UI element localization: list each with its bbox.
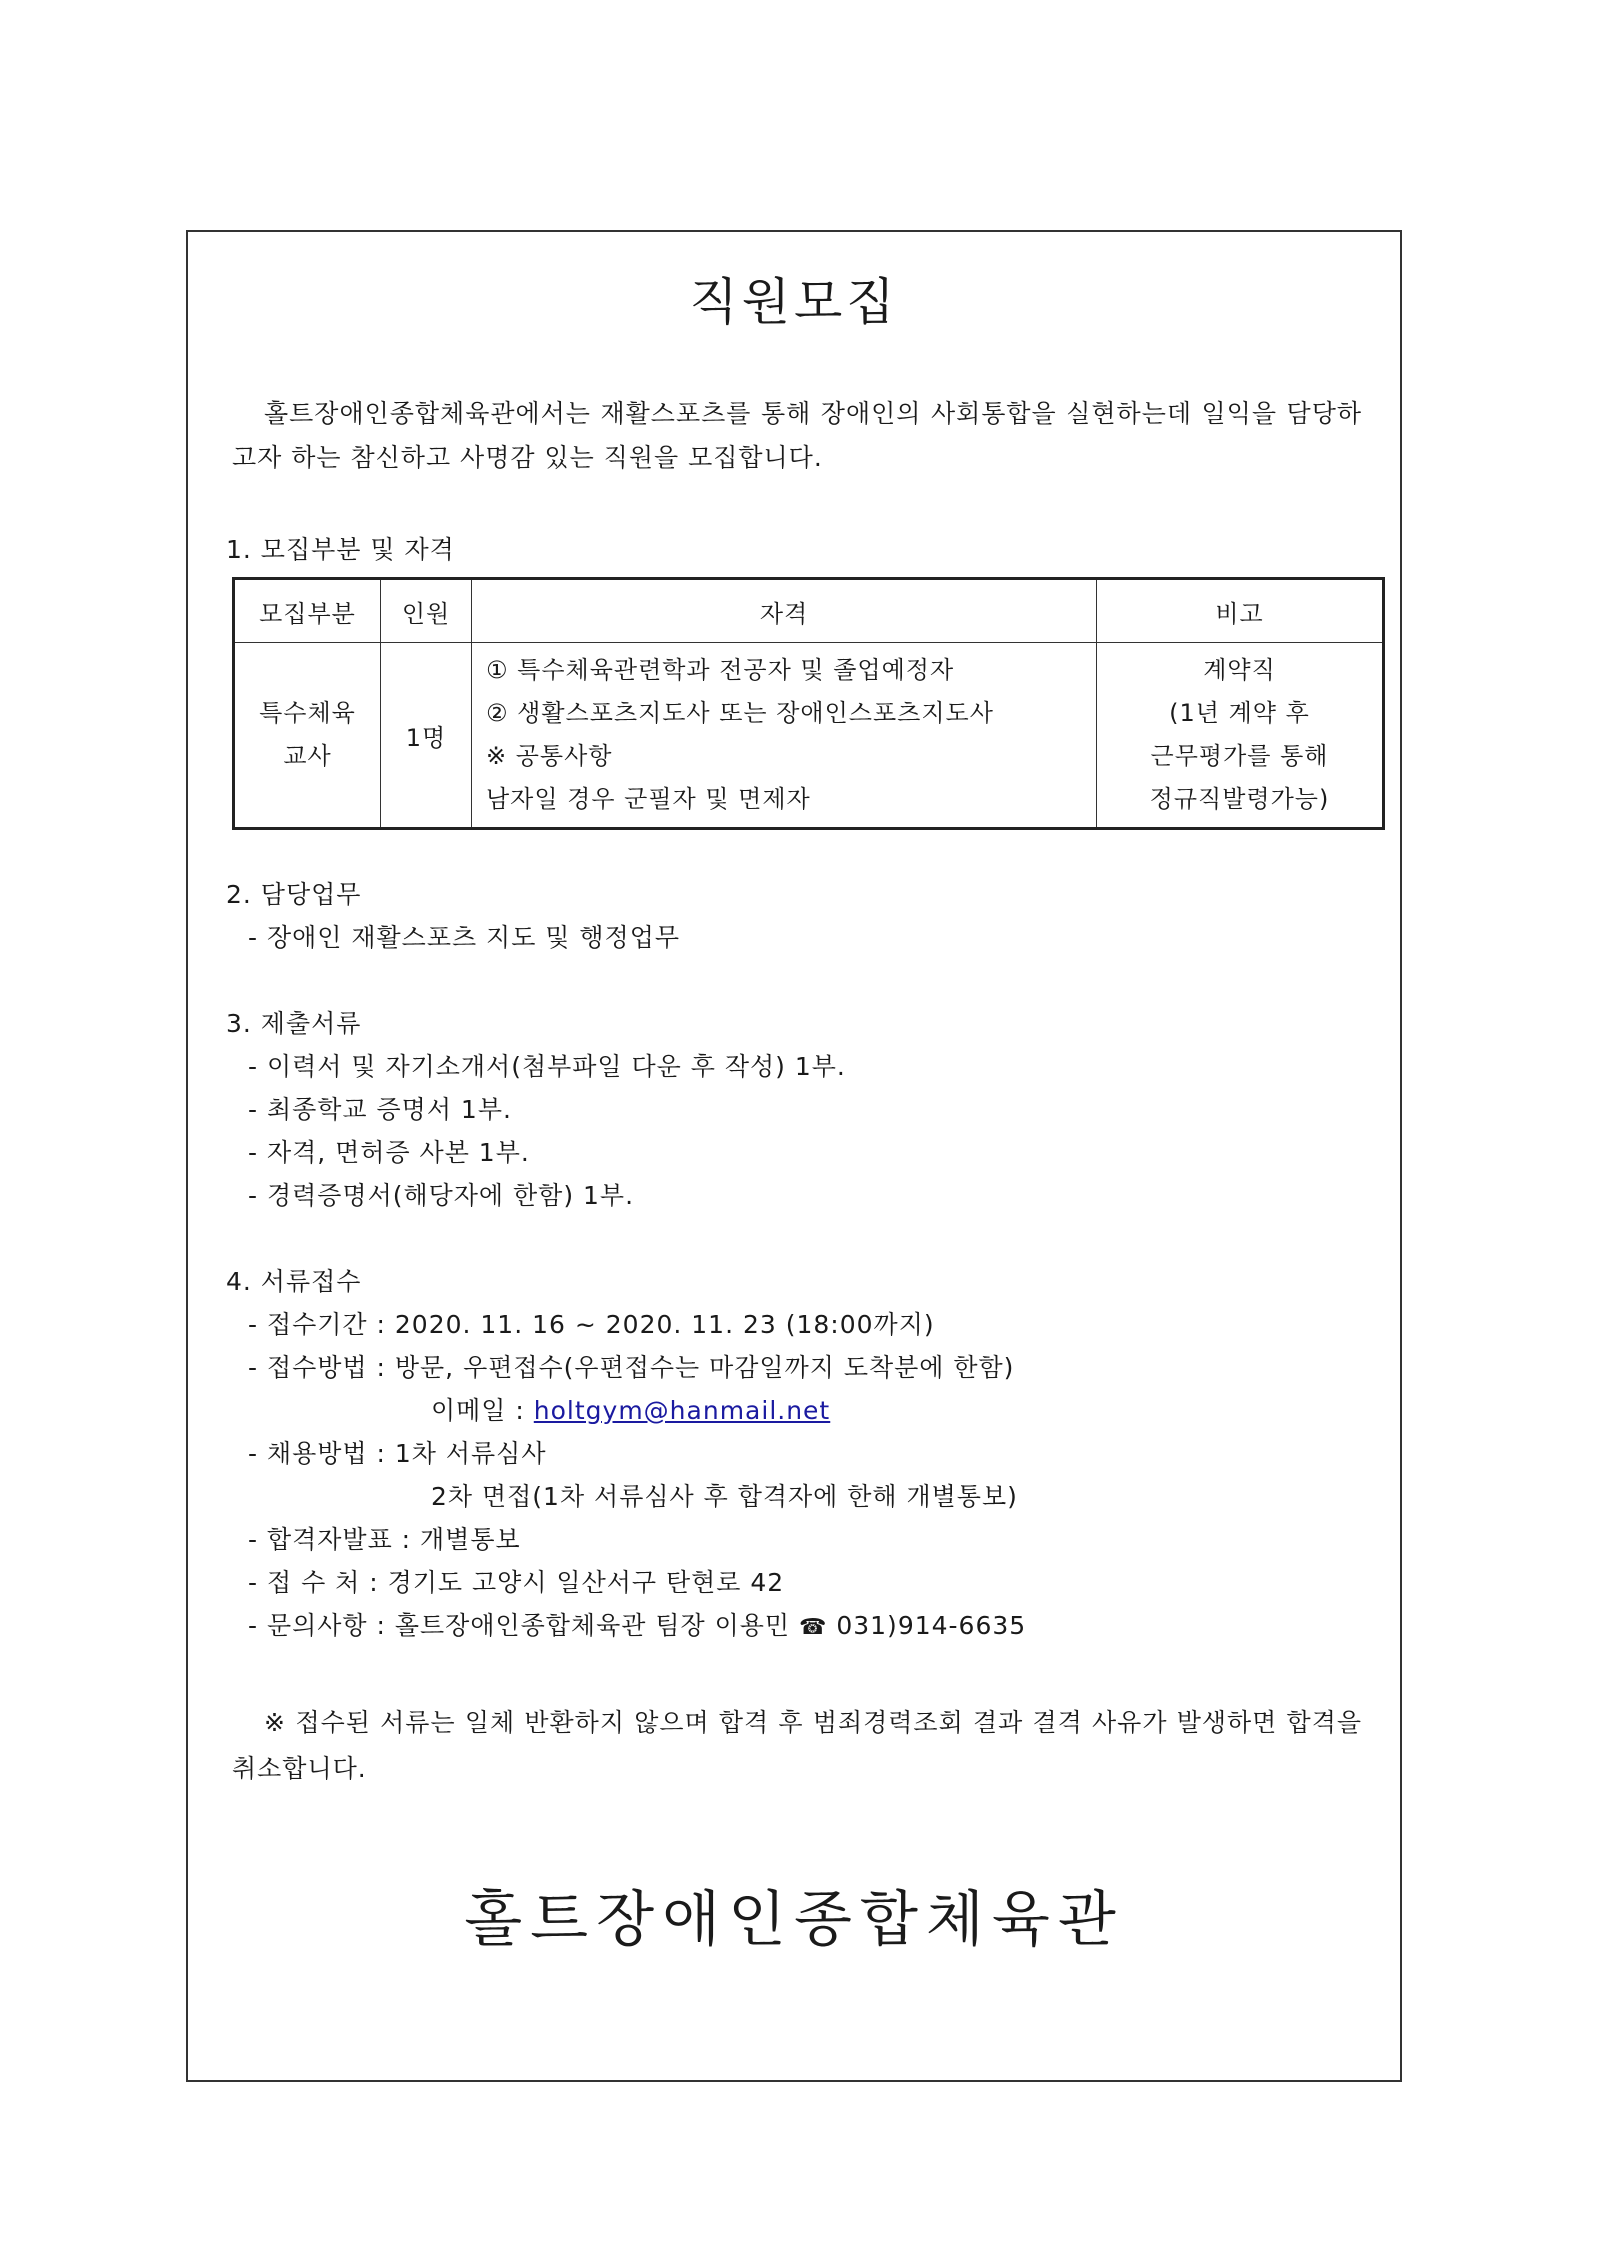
document-item: - 이력서 및 자기소개서(첨부파일 다운 후 작성) 1부. bbox=[248, 1052, 846, 1081]
email-label: 이메일 : bbox=[431, 1396, 534, 1425]
period-line: - 접수기간 : 2020. 11. 16 ~ 2020. 11. 23 (18:00까지) bbox=[248, 1310, 935, 1339]
page-title: 직원모집 bbox=[689, 273, 899, 331]
header-count: 인원 bbox=[381, 579, 472, 643]
contact-line bbox=[248, 1606, 1026, 1642]
email-link[interactable]: holtgym@hanmail.net bbox=[533, 1396, 831, 1425]
section4-heading: 4. 서류접수 bbox=[226, 1267, 362, 1296]
intro-paragraph: 홀트장애인종합체육관에서는 재활스포츠를 통해 장애인의 사회통합을 실현하는데 일익을 담당하고자 하는 참신하고 사명감 있는 직원을 모집합니다. bbox=[232, 399, 1362, 472]
section3-heading: 3. 제출서류 bbox=[226, 1009, 362, 1038]
header-position: 모집부분 bbox=[234, 579, 381, 643]
section1-heading: 1. 모집부분 및 자격 bbox=[226, 535, 455, 564]
document-item: - 최종학교 증명서 1부. bbox=[248, 1095, 512, 1124]
document-frame bbox=[186, 230, 1402, 2082]
hiring-line: 2차 면접(1차 서류심사 후 합격자에 한해 개별통보) bbox=[431, 1482, 1018, 1511]
position-line: 특수체육 bbox=[259, 699, 356, 727]
notice-paragraph: ※ 접수된 서류는 일체 반환하지 않으며 합격 후 범죄경력조회 결과 결격 사유가 발생하면 합격을 취소합니다. bbox=[232, 1708, 1362, 1783]
note-cell bbox=[1097, 643, 1384, 829]
method-line: - 접수방법 : 방문, 우편접수(우편접수는 마감일까지 도착분에 한함) bbox=[248, 1353, 1015, 1382]
position-cell bbox=[234, 643, 381, 829]
qualification-line: ② 생활스포츠지도사 또는 장애인스포츠지도사 bbox=[486, 699, 994, 727]
section2-heading: 2. 담당업무 bbox=[226, 880, 362, 909]
organization-name: 홀트장애인종합체육관 bbox=[464, 1885, 1124, 1955]
note-line: 계약직 bbox=[1203, 656, 1276, 684]
header-qualification: 자격 bbox=[472, 579, 1097, 643]
requirements-table bbox=[232, 577, 1385, 830]
document-item: - 경력증명서(해당자에 한함) 1부. bbox=[248, 1181, 635, 1210]
document-item: - 자격, 면허증 사본 1부. bbox=[248, 1138, 530, 1167]
qualification-cell bbox=[472, 643, 1097, 829]
announce-line: - 합격자발표 : 개별통보 bbox=[248, 1525, 521, 1554]
qualification-line: 남자일 경우 군필자 및 면제자 bbox=[486, 785, 811, 813]
email-line bbox=[431, 1391, 830, 1427]
qualification-line: ① 특수체육관련학과 전공자 및 졸업예정자 bbox=[486, 656, 955, 684]
count-cell: 1명 bbox=[381, 643, 472, 829]
duty-item: - 장애인 재활스포츠 지도 및 행정업무 bbox=[248, 923, 681, 952]
place-line: - 접 수 처 : 경기도 고양시 일산서구 탄현로 42 bbox=[248, 1568, 785, 1597]
contact-text: - 문의사항 : 홀트장애인종합체육관 팀장 이용민 bbox=[248, 1611, 791, 1640]
phone-icon: ☎ bbox=[798, 1615, 828, 1640]
note-line: 근무평가를 통해 bbox=[1150, 742, 1329, 770]
position-line: 교사 bbox=[283, 742, 332, 770]
header-note: 비고 bbox=[1097, 579, 1384, 643]
table-header-row bbox=[234, 579, 1384, 643]
qualification-line: ※ 공통사항 bbox=[486, 742, 613, 770]
hiring-line: - 채용방법 : 1차 서류심사 bbox=[248, 1439, 547, 1468]
table-row bbox=[234, 643, 1384, 829]
phone-number: 031)914-6635 bbox=[836, 1611, 1027, 1640]
note-line: 정규직발령가능) bbox=[1149, 785, 1330, 813]
note-line: (1년 계약 후 bbox=[1169, 699, 1310, 727]
